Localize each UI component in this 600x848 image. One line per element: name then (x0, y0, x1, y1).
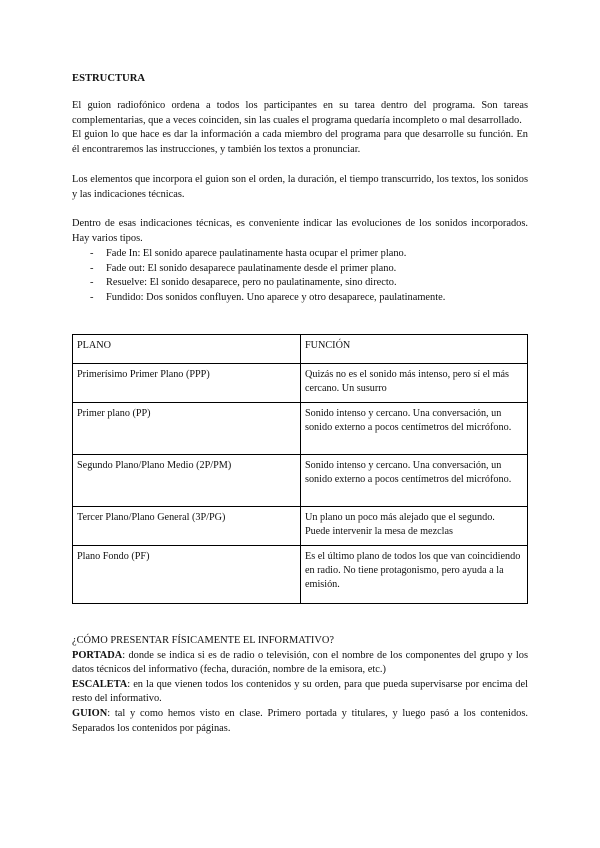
sound-planes-table (72, 334, 528, 604)
description: : tal y como hemos visto en clase. Primero portada y titulares, y luego pasó a los contenidos. Separados los contenidos por páginas. (72, 707, 528, 734)
item-portada (72, 649, 528, 678)
term: GUION (72, 707, 108, 719)
section-heading: ESTRUCTURA (72, 73, 145, 84)
table-cell: Es el último plano de todos los que van coincidiendo en radio. No tiene protagonismo, pero ayuda a la emisión. (301, 545, 528, 603)
spacer (72, 158, 528, 173)
paragraph-3: Los elementos que incorpora el guion son el orden, la duración, el tiempo transcurrido, los textos, los sonidos y las indicaciones técnicas. (72, 173, 528, 200)
document-page (72, 72, 528, 736)
table-cell: Primerísimo Primer Plano (PPP) (73, 363, 301, 402)
term: PORTADA (72, 649, 123, 661)
table-header-row (73, 334, 528, 363)
table-cell: Tercer Plano/Plano General (3P/PG) (73, 506, 301, 545)
table-cell: Un plano un poco más alejado que el segundo. Puede intervenir la mesa de mezclas (301, 506, 528, 545)
table-cell: Primer plano (PP) (73, 402, 301, 454)
paragraph-1: El guion radiofónico ordena a todos los participantes en su tarea dentro del programa. Son tareas complementarias, que a veces coinciden, sin las cuales el programa quedaría incompleto o mal desarrollado. (72, 99, 528, 126)
description: : donde se indica si es de radio o televisión, con el nombre de los componentes del grupo y los datos técnicos del informativo (fecha, duración, nombre de la emisora, etc.) (72, 649, 528, 676)
item-guion (72, 707, 528, 736)
list-item: - Fundido: Dos sonidos confluyen. Uno aparece y otro desaparece, paulatinamente. (72, 291, 528, 306)
header-cell-funcion: FUNCIÓN (301, 334, 528, 363)
description: : en la que vienen todos los contenidos y su orden, para que pueda supervisarse por encima del resto del informativo. (72, 678, 528, 705)
table-cell: Quizás no es el sonido más intenso, pero sí el más cercano. Un susurro (301, 363, 528, 402)
table-cell: Segundo Plano/Plano Medio (2P/PM) (73, 454, 301, 506)
sound-transition-list (72, 247, 528, 306)
item-escaleta (72, 678, 528, 707)
table-row (73, 363, 528, 402)
table-cell: Sonido intenso y cercano. Una conversación, un sonido externo a pocos centímetros del micrófono. (301, 454, 528, 506)
presentation-section (72, 634, 528, 736)
list-item: - Fade In: El sonido aparece paulatinamente hasta ocupar el primer plano. (72, 247, 528, 262)
table-row (73, 402, 528, 454)
table-cell: Plano Fondo (PF) (73, 545, 301, 603)
list-item: - Resuelve: El sonido desaparece, pero no paulatinamente, sino directo. (72, 276, 528, 291)
spacer (72, 202, 528, 217)
section-title: ¿CÓMO PRESENTAR FÍSICAMENTE EL INFORMATIVO? (72, 634, 335, 646)
term: ESCALETA (72, 678, 128, 690)
table-cell: Sonido intenso y cercano. Una conversación, un sonido externo a pocos centímetros del micrófono. (301, 402, 528, 454)
table-row (73, 454, 528, 506)
paragraph-2: El guion lo que hace es dar la información a cada miembro del programa para que desarrolle su función. En él encontraremos las instrucciones, y también los textos a pronunciar. (72, 129, 528, 156)
header-cell-plano: PLANO (73, 334, 301, 363)
list-item: - Fade out: El sonido desaparece paulatinamente desde el primer plano. (72, 262, 528, 277)
table-row (73, 545, 528, 603)
table-row (73, 506, 528, 545)
paragraph-4: Dentro de esas indicaciones técnicas, es conveniente indicar las evoluciones de los sonidos incorporados. Hay varios tipos. (72, 218, 528, 244)
